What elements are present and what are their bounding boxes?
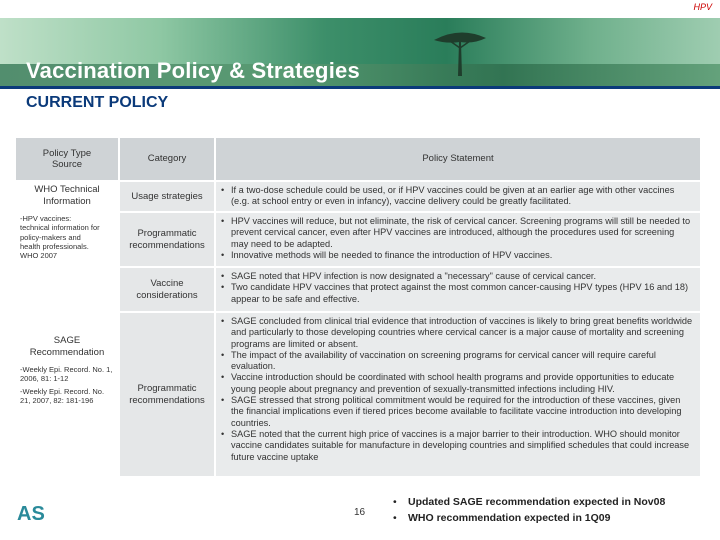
statement-bullet: • HPV vaccines will reduce, but not eliminate, the risk of cervical cancer. Screening programs will still be needed to prevent cervical cancer, even after HPV vaccines are introduced, although the procedures used for screening may need to be adapted. [221, 216, 694, 250]
logo-text: AS [17, 503, 45, 525]
category-cell: Vaccine considerations [120, 268, 214, 311]
page-number: 16 [354, 507, 366, 518]
footer-note: • WHO recommendation expected in 1Q09 [390, 510, 665, 526]
header-source: Policy Type Source [16, 138, 118, 180]
category-cell: Programmatic recommendations [120, 313, 214, 476]
statement-bullet: • SAGE noted that HPV infection is now designated a "necessary" cause of cervical cancer. [221, 271, 694, 282]
statement-cell [216, 313, 700, 476]
statement-bullet: • SAGE noted that the current high price of vaccines is a major barrier to their introduction. WHO should monitor vaccine candidates suitable for manufacture in developing countries and simplified schedules that could increase future vaccine uptake [221, 429, 694, 463]
who-source-title: WHO Technical Information [34, 184, 100, 207]
as-logo-icon [16, 500, 46, 526]
policy-table [16, 138, 700, 476]
sage-source-note-1: -Weekly Epi. Record. No. 1, 2006, 81: 1-12 [20, 365, 113, 384]
category-cell: Programmatic recommendations [120, 213, 214, 266]
statement-cell [216, 182, 700, 211]
sage-source-note-2: -Weekly Epi. Record. No. 21, 2007, 82: 181-196 [20, 387, 105, 406]
statement-cell [216, 213, 700, 266]
header-category: Category [120, 138, 214, 180]
footer-note: • Updated SAGE recommendation expected in Nov08 [390, 494, 665, 510]
who-source-note: -HPV vaccines: technical information for policy-makers and health professionals. WHO 2007 [20, 214, 100, 261]
title-banner [0, 18, 720, 86]
statement-bullet: • Innovative methods will be needed to finance the introduction of HPV vaccines. [221, 250, 694, 261]
sage-source-title: SAGE Recommendation [29, 335, 105, 358]
statement-bullet: • SAGE concluded from clinical trial evidence that introduction of vaccines is likely to bring great benefits worldwide and particularly to those developing countries where cervical cancer is a major cause of mortality and screening programs are limited or absent. [221, 316, 694, 350]
statement-bullet: • SAGE stressed that strong political commitment would be required for the introduction of these vaccines, given the financial implications even if tiered prices become available to facilitate vaccine introduction into developing countries. [221, 395, 694, 429]
statement-bullet: • If a two-dose schedule could be used, or if HPV vaccines could be given at an earlier age with other vaccines (e.g. at school entry or even in infancy), vaccine delivery could be greatly facilitated. [221, 185, 694, 208]
slide-title: Vaccination Policy & Strategies [26, 58, 360, 83]
corner-tag: HPV [693, 2, 712, 12]
acacia-tree-icon [430, 24, 490, 79]
statement-bullet: • The impact of the availability of vaccination on screening programs for cervical cancer will require careful evaluation. [221, 350, 694, 373]
sage-source-cell [16, 313, 118, 476]
statement-bullet: • Vaccine introduction should be coordinated with school health programs and provide opportunities to educate young people about pregnancy and prevention of sexually-transmitted infections including HIV. [221, 372, 694, 395]
statement-cell [216, 268, 700, 311]
header-statement: Policy Statement [216, 138, 700, 180]
category-cell: Usage strategies [120, 182, 214, 211]
who-source-cell [16, 182, 118, 311]
footer-notes [390, 494, 665, 526]
section-title: CURRENT POLICY [26, 94, 169, 111]
statement-bullet: • Two candidate HPV vaccines that protect against the most common cancer-causing HPV types (HPV 16 and 18) appear to be safe and effective. [221, 282, 694, 305]
title-divider [0, 86, 720, 89]
